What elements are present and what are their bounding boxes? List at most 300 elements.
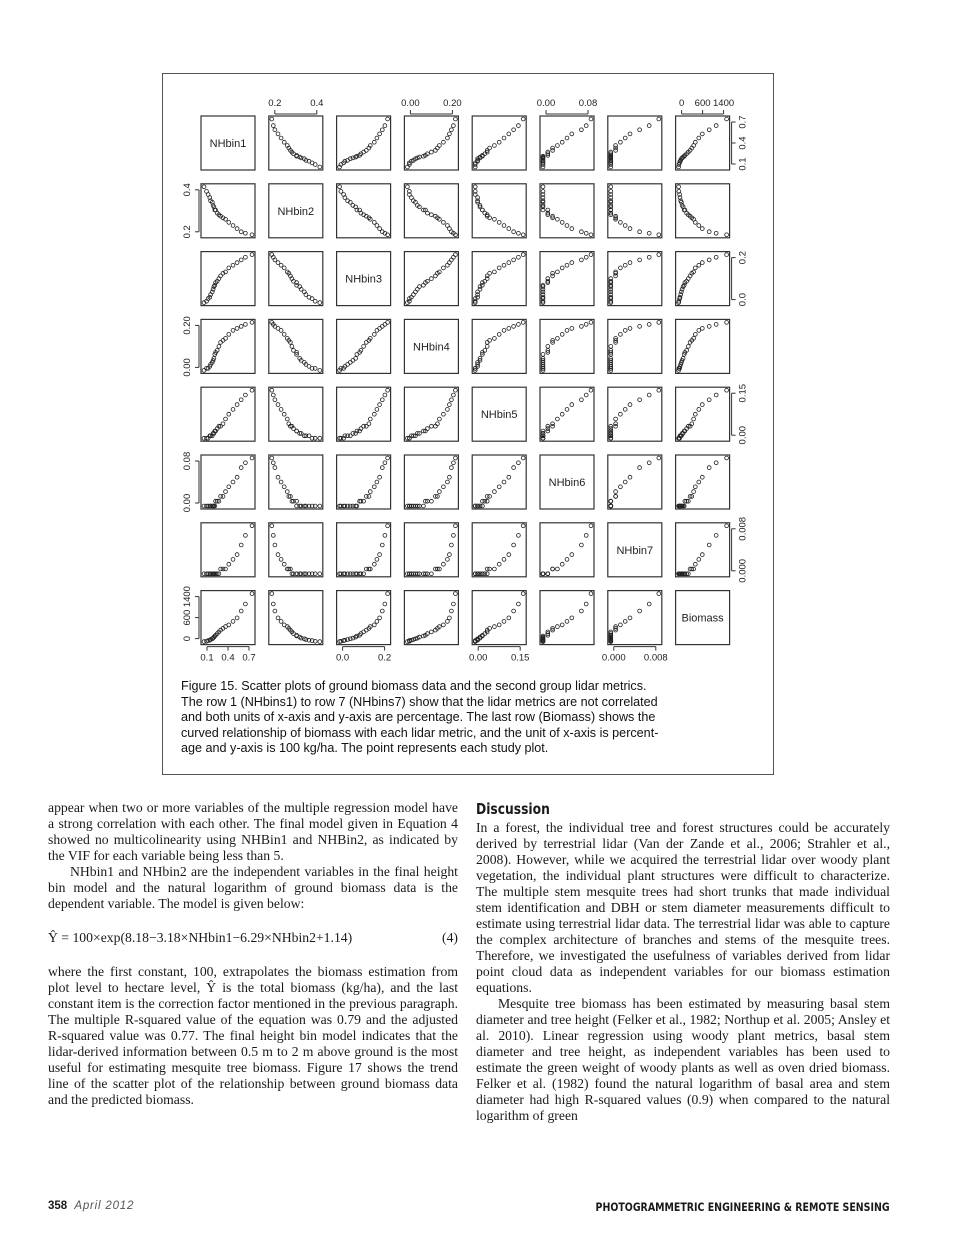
point-1-3-15: [442, 221, 446, 225]
point-3-4-16: [502, 329, 506, 333]
point-1-0-20: [250, 233, 254, 237]
point-5-6-19: [647, 461, 651, 465]
point-4-2-16: [375, 408, 379, 412]
point-7-6-16: [623, 620, 627, 624]
point-5-3-20: [454, 456, 458, 460]
point-5-0-20: [250, 456, 254, 460]
point-5-7-19: [714, 461, 718, 465]
point-1-4-20: [521, 233, 525, 237]
point-3-0-15: [227, 333, 231, 337]
point-6-7-20: [725, 524, 729, 528]
point-5-6-8: [609, 504, 613, 508]
point-3-6-16: [623, 329, 627, 333]
point-2-3-15: [442, 266, 446, 270]
point-4-3-18: [450, 398, 454, 402]
point-3-7-11: [686, 345, 690, 349]
point-4-6-13: [614, 422, 618, 426]
point-1-6-19: [647, 231, 651, 235]
point-0-4-13: [488, 146, 492, 150]
point-7-1-17: [276, 616, 280, 620]
point-4-5-14: [556, 417, 560, 421]
point-5-4-18: [512, 466, 516, 470]
point-3-4-15: [497, 333, 501, 337]
point-7-3-19: [452, 602, 456, 606]
journal-name: PHOTOGRAMMETRIC ENGINEERING & REMOTE SENSING: [595, 1200, 890, 1214]
point-6-0-14: [224, 567, 228, 571]
point-0-5-20: [589, 117, 593, 121]
point-0-7-20: [725, 117, 729, 121]
point-5-7-16: [697, 480, 701, 484]
panel-6-1: [269, 523, 323, 577]
point-3-4-19: [517, 323, 521, 327]
point-7-5-18: [580, 609, 584, 613]
point-4-7-20: [725, 388, 729, 392]
tick-label: 600: [182, 609, 193, 626]
point-7-1-15: [282, 623, 286, 627]
point-2-0-18: [239, 258, 243, 262]
point-5-6-18: [638, 466, 642, 470]
point-3-0-20: [250, 321, 254, 325]
point-2-4-17: [507, 261, 511, 265]
point-4-3-17: [448, 403, 452, 407]
tick-label: 600: [694, 98, 711, 109]
point-3-2-5: [348, 361, 352, 365]
point-1-6-0: [609, 185, 613, 189]
point-6-0-18: [239, 543, 243, 547]
point-7-0-19: [244, 602, 248, 606]
point-5-3-8: [422, 504, 426, 508]
point-4-3-20: [454, 388, 458, 392]
point-2-0-16: [231, 263, 235, 267]
point-2-4-16: [502, 263, 506, 267]
point-5-2-15: [372, 485, 376, 489]
point-0-3-20: [454, 117, 458, 121]
paragraph: Mesquite tree biomass has been estimated by measuring basal stem diameter and tree height (Felker et al., 1982; Northup et al. 2005; Ansley et al. 2010). Linear regression using woody plant metrics, basal stem diameter and tree height, as independent variables has been used to estimate the green weight of woody plants as well as oven dried biomass. Felker et al. (1982) found the natural logarithm of basal area and stem diameter had high R-squared values (0.9) when compared to the natural logarithm of green: [476, 996, 890, 1123]
point-0-5-17: [570, 132, 574, 136]
paragraph: appear when two or more variables of the multiple regression model have a strong correlation with each other. The final model given in Equation 4 showed no multicolinearity using NHBin1 and NHBin2, as indicated by the VIF for each variable being less than 5.: [48, 800, 458, 863]
point-2-6-20: [657, 253, 661, 257]
point-1-5-0: [541, 185, 545, 189]
point-0-5-19: [584, 124, 588, 128]
point-0-5-14: [556, 144, 560, 148]
figure-caption: [181, 679, 751, 757]
point-0-2-17: [378, 132, 382, 136]
point-6-5-16: [565, 558, 569, 562]
point-7-0-16: [231, 620, 235, 624]
point-2-3-11: [430, 277, 434, 281]
point-7-3-18: [450, 609, 454, 613]
point-1-5-16: [565, 224, 569, 228]
point-6-3-20: [454, 524, 458, 528]
point-0-6-19: [647, 124, 651, 128]
point-3-1-10: [292, 349, 296, 353]
point-1-5-15: [560, 221, 564, 225]
point-1-6-15: [619, 221, 623, 225]
panel-0-1: [269, 116, 323, 170]
point-5-6-14: [614, 490, 618, 494]
point-3-0-0: [202, 369, 206, 373]
point-2-5-15: [560, 266, 564, 270]
point-4-1-19: [271, 393, 275, 397]
tick-label: 0.00: [468, 652, 488, 664]
point-6-5-13: [551, 567, 555, 571]
point-6-3-11: [430, 572, 434, 576]
point-1-6-20: [657, 233, 661, 237]
point-5-0-16: [231, 480, 235, 484]
point-7-3-11: [430, 630, 434, 634]
point-1-4-15: [497, 221, 501, 225]
point-1-0-17: [235, 227, 239, 231]
tick-label: 0.1: [737, 157, 749, 171]
point-4-7-18: [707, 398, 711, 402]
panel-2-7: [676, 252, 730, 306]
point-6-7-18: [707, 543, 711, 547]
point-0-3-11: [430, 150, 434, 154]
point-3-0-18: [239, 325, 243, 329]
point-4-7-14: [692, 417, 696, 421]
panel-3-6: [608, 319, 662, 373]
point-1-0-0: [202, 185, 206, 189]
point-2-7-15: [693, 266, 697, 270]
point-5-1-16: [279, 480, 283, 484]
point-0-7-16: [697, 136, 701, 140]
point-6-0-16: [231, 558, 235, 562]
point-7-4-15: [497, 623, 501, 627]
panel-label-NHbin2: NHbin2: [277, 205, 315, 218]
point-0-3-16: [446, 136, 450, 140]
scatter-matrix: [163, 74, 773, 674]
point-2-3-18: [450, 258, 454, 262]
tick-label: 1400: [713, 98, 735, 109]
point-5-0-19: [244, 461, 248, 465]
point-3-0-16: [231, 329, 235, 333]
point-5-3-11: [430, 499, 434, 503]
point-6-5-14: [556, 567, 560, 571]
point-6-4-19: [517, 534, 521, 538]
point-5-0-13: [221, 495, 225, 499]
tick-label: 0.2: [268, 98, 282, 109]
panel-7-6: [608, 591, 662, 645]
point-3-4-14: [493, 337, 497, 341]
point-5-3-19: [452, 461, 456, 465]
point-2-0-19: [244, 255, 248, 259]
point-3-2-7: [354, 357, 358, 361]
point-0-1-17: [276, 132, 280, 136]
point-4-0-17: [235, 403, 239, 407]
point-6-5-20: [589, 524, 593, 528]
panel-label-NHbin5: NHbin5: [480, 409, 518, 422]
panel-5-7: [676, 455, 730, 509]
point-1-6-18: [638, 230, 642, 234]
panel-2-6: [608, 252, 662, 306]
point-2-6-18: [638, 258, 642, 262]
point-0-2-20: [386, 117, 390, 121]
point-4-3-11: [430, 424, 434, 428]
panel-3-2: [337, 319, 391, 373]
point-7-6-19: [647, 602, 651, 606]
point-7-6-18: [638, 609, 642, 613]
point-5-7-18: [707, 466, 711, 470]
point-7-1-20: [270, 592, 274, 596]
tick-label: 0.20: [182, 316, 193, 335]
point-3-2-11: [362, 345, 366, 349]
point-7-0-15: [227, 623, 231, 627]
point-3-1-0: [318, 369, 322, 373]
point-6-4-16: [502, 558, 506, 562]
point-3-7-17: [700, 327, 704, 331]
tick-label: 0.4: [310, 98, 324, 109]
point-6-4-17: [507, 553, 511, 557]
point-5-3-18: [450, 466, 454, 470]
point-5-1-18: [273, 466, 277, 470]
point-5-6-16: [623, 480, 627, 484]
point-3-5-11: [546, 345, 550, 349]
panel-5-2: [337, 455, 391, 509]
point-5-7-14: [692, 490, 696, 494]
point-1-0-18: [239, 230, 243, 234]
point-2-7-18: [707, 258, 711, 262]
point-0-5-13: [551, 146, 555, 150]
point-6-7-16: [697, 558, 701, 562]
tick-label: 0.000: [737, 558, 749, 583]
point-5-0-15: [227, 485, 231, 489]
point-3-6-17: [628, 327, 632, 331]
point-4-5-11: [546, 424, 550, 428]
point-0-4-20: [521, 117, 525, 121]
point-1-0-15: [227, 221, 231, 225]
point-1-6-17: [628, 227, 632, 231]
point-7-5-17: [570, 616, 574, 620]
point-0-6-18: [638, 128, 642, 132]
point-4-5-16: [565, 408, 569, 412]
point-6-3-16: [446, 558, 450, 562]
point-1-2-0: [338, 185, 342, 189]
point-2-4-15: [497, 266, 501, 270]
point-6-0-20: [250, 524, 254, 528]
point-5-4-14: [493, 490, 497, 494]
point-1-7-15: [693, 221, 697, 225]
point-5-3-16: [446, 480, 450, 484]
panel-label-NHbin7: NHbin7: [616, 544, 654, 557]
point-0-1-16: [279, 136, 283, 140]
caption-line-2: The row 1 (NHbins1) to row 7 (NHbins7) show that the lidar metrics are not correlated: [181, 694, 658, 709]
point-2-7-19: [714, 255, 718, 259]
equation-number: (4): [442, 930, 458, 945]
point-4-2-15: [372, 412, 376, 416]
point-2-3-7: [418, 285, 422, 289]
point-6-2-18: [380, 543, 384, 547]
point-1-7-20: [725, 233, 729, 237]
point-2-0-17: [235, 261, 239, 265]
point-1-3-11: [430, 213, 434, 217]
point-6-5-18: [580, 543, 584, 547]
point-4-7-16: [697, 408, 701, 412]
point-6-1-15: [282, 562, 286, 566]
tick-label: 0.008: [643, 652, 668, 664]
point-0-7-17: [700, 132, 704, 136]
point-5-4-11: [485, 499, 489, 503]
page-number: 358: [48, 1200, 68, 1212]
point-3-7-15: [693, 333, 697, 337]
point-7-2-17: [378, 616, 382, 620]
point-4-0-20: [250, 388, 254, 392]
point-5-2-11: [362, 499, 366, 503]
point-5-1-15: [282, 485, 286, 489]
point-0-6-14: [614, 144, 618, 148]
point-0-4-14: [493, 144, 497, 148]
point-3-1-11: [290, 345, 294, 349]
panel-2-3: [404, 252, 458, 306]
point-5-1-20: [270, 456, 274, 460]
point-6-0-17: [235, 553, 239, 557]
point-1-0-16: [231, 224, 235, 228]
panel-1-0: [201, 184, 255, 238]
point-0-4-19: [517, 124, 521, 128]
point-1-3-10: [426, 211, 430, 215]
left-column: [48, 800, 458, 1108]
point-4-2-14: [368, 417, 372, 421]
tick-label: 0.4: [182, 183, 193, 197]
caption-line-3: and both units of x-axis and y-axis are percentage. The last row (Biomass) shows the: [181, 710, 656, 725]
point-2-5-18: [580, 258, 584, 262]
point-2-0-15: [227, 266, 231, 270]
point-7-4-14: [493, 625, 497, 629]
point-7-2-20: [386, 592, 390, 596]
panel-label-NHbin1: NHbin1: [209, 138, 247, 150]
figure-15: [162, 73, 774, 775]
point-7-5-14: [556, 625, 560, 629]
panel-6-5: [540, 523, 594, 577]
point-5-7-15: [693, 485, 697, 489]
point-0-7-19: [714, 124, 718, 128]
point-3-2-12: [364, 341, 368, 345]
right-column: [476, 800, 890, 1124]
point-5-2-17: [378, 475, 382, 479]
tick-label: 0.00: [401, 98, 420, 109]
point-4-3-19: [452, 393, 456, 397]
point-1-4-19: [517, 231, 521, 235]
point-3-6-11: [609, 345, 613, 349]
point-6-4-15: [497, 562, 501, 566]
point-6-2-11: [362, 572, 366, 576]
point-0-7-15: [693, 140, 697, 144]
point-3-6-19: [647, 323, 651, 327]
point-4-5-8: [541, 429, 545, 433]
point-6-4-11: [485, 572, 489, 576]
point-2-1-0: [318, 301, 322, 305]
point-6-5-19: [584, 534, 588, 538]
point-4-3-16: [446, 408, 450, 412]
point-1-4-18: [512, 230, 516, 234]
panel-1-6: [608, 184, 662, 238]
point-4-0-19: [244, 393, 248, 397]
page-footer-left: [48, 1200, 134, 1212]
point-3-0-19: [244, 323, 248, 327]
point-5-6-15: [619, 485, 623, 489]
point-6-7-15: [693, 562, 697, 566]
point-0-3-18: [450, 128, 454, 132]
point-0-1-19: [271, 124, 275, 128]
point-0-4-18: [512, 128, 516, 132]
issue-date: April 2012: [74, 1200, 135, 1212]
point-1-5-18: [580, 230, 584, 234]
point-4-6-19: [647, 393, 651, 397]
point-2-3-20: [454, 253, 458, 257]
point-0-2-15: [372, 140, 376, 144]
point-3-2-20: [386, 321, 390, 325]
point-4-2-20: [386, 388, 390, 392]
point-1-5-17: [570, 227, 574, 231]
panel-7-3: [404, 591, 458, 645]
panel-label-NHbin6: NHbin6: [548, 477, 586, 489]
tick-label: 0.08: [182, 451, 193, 471]
point-2-0-20: [250, 253, 254, 257]
point-0-3-14: [438, 144, 442, 148]
point-4-7-15: [693, 412, 697, 416]
point-3-6-18: [638, 325, 642, 329]
point-4-0-13: [221, 422, 225, 426]
panel-label-NHbin3: NHbin3: [345, 273, 382, 286]
point-0-6-20: [657, 117, 661, 121]
point-3-5-20: [589, 321, 593, 325]
point-4-5-17: [570, 403, 574, 407]
point-7-3-20: [454, 592, 458, 596]
point-3-7-20: [725, 321, 729, 325]
point-2-7-16: [697, 263, 701, 267]
point-0-2-16: [375, 136, 379, 140]
point-6-1-17: [276, 553, 280, 557]
point-1-5-19: [584, 231, 588, 235]
point-5-6-17: [628, 475, 632, 479]
point-2-5-14: [556, 270, 560, 274]
point-5-4-20: [521, 456, 525, 460]
point-5-2-14: [368, 490, 372, 494]
point-4-5-15: [560, 412, 564, 416]
point-4-6-18: [638, 398, 642, 402]
point-7-2-18: [380, 609, 384, 613]
point-5-2-13: [367, 495, 371, 499]
point-7-0-17: [235, 616, 239, 620]
point-5-4-15: [497, 485, 501, 489]
figure-label: Figure 15.: [181, 679, 238, 693]
point-3-5-8: [541, 353, 545, 357]
panel-6-2: [337, 523, 391, 577]
point-7-1-18: [273, 609, 277, 613]
point-7-4-19: [517, 602, 521, 606]
point-5-0-18: [239, 466, 243, 470]
point-4-5-19: [584, 393, 588, 397]
point-5-3-17: [448, 475, 452, 479]
tick-label: 0.2: [377, 652, 392, 664]
point-7-5-16: [565, 620, 569, 624]
point-3-5-14: [556, 337, 560, 341]
point-4-3-15: [442, 412, 446, 416]
point-1-7-16: [697, 224, 701, 228]
point-7-2-19: [383, 602, 387, 606]
point-4-7-19: [714, 393, 718, 397]
point-1-3-0: [406, 185, 410, 189]
point-4-6-17: [628, 403, 632, 407]
point-5-4-17: [507, 475, 511, 479]
point-2-5-19: [584, 255, 588, 259]
panel-4-3: [404, 387, 458, 441]
point-5-6-13: [614, 495, 618, 499]
point-0-4-16: [502, 136, 506, 140]
point-0-1-20: [270, 117, 274, 121]
point-3-6-20: [657, 321, 661, 325]
panel-6-4: [472, 523, 526, 577]
tick-label: 0.2: [737, 250, 749, 265]
